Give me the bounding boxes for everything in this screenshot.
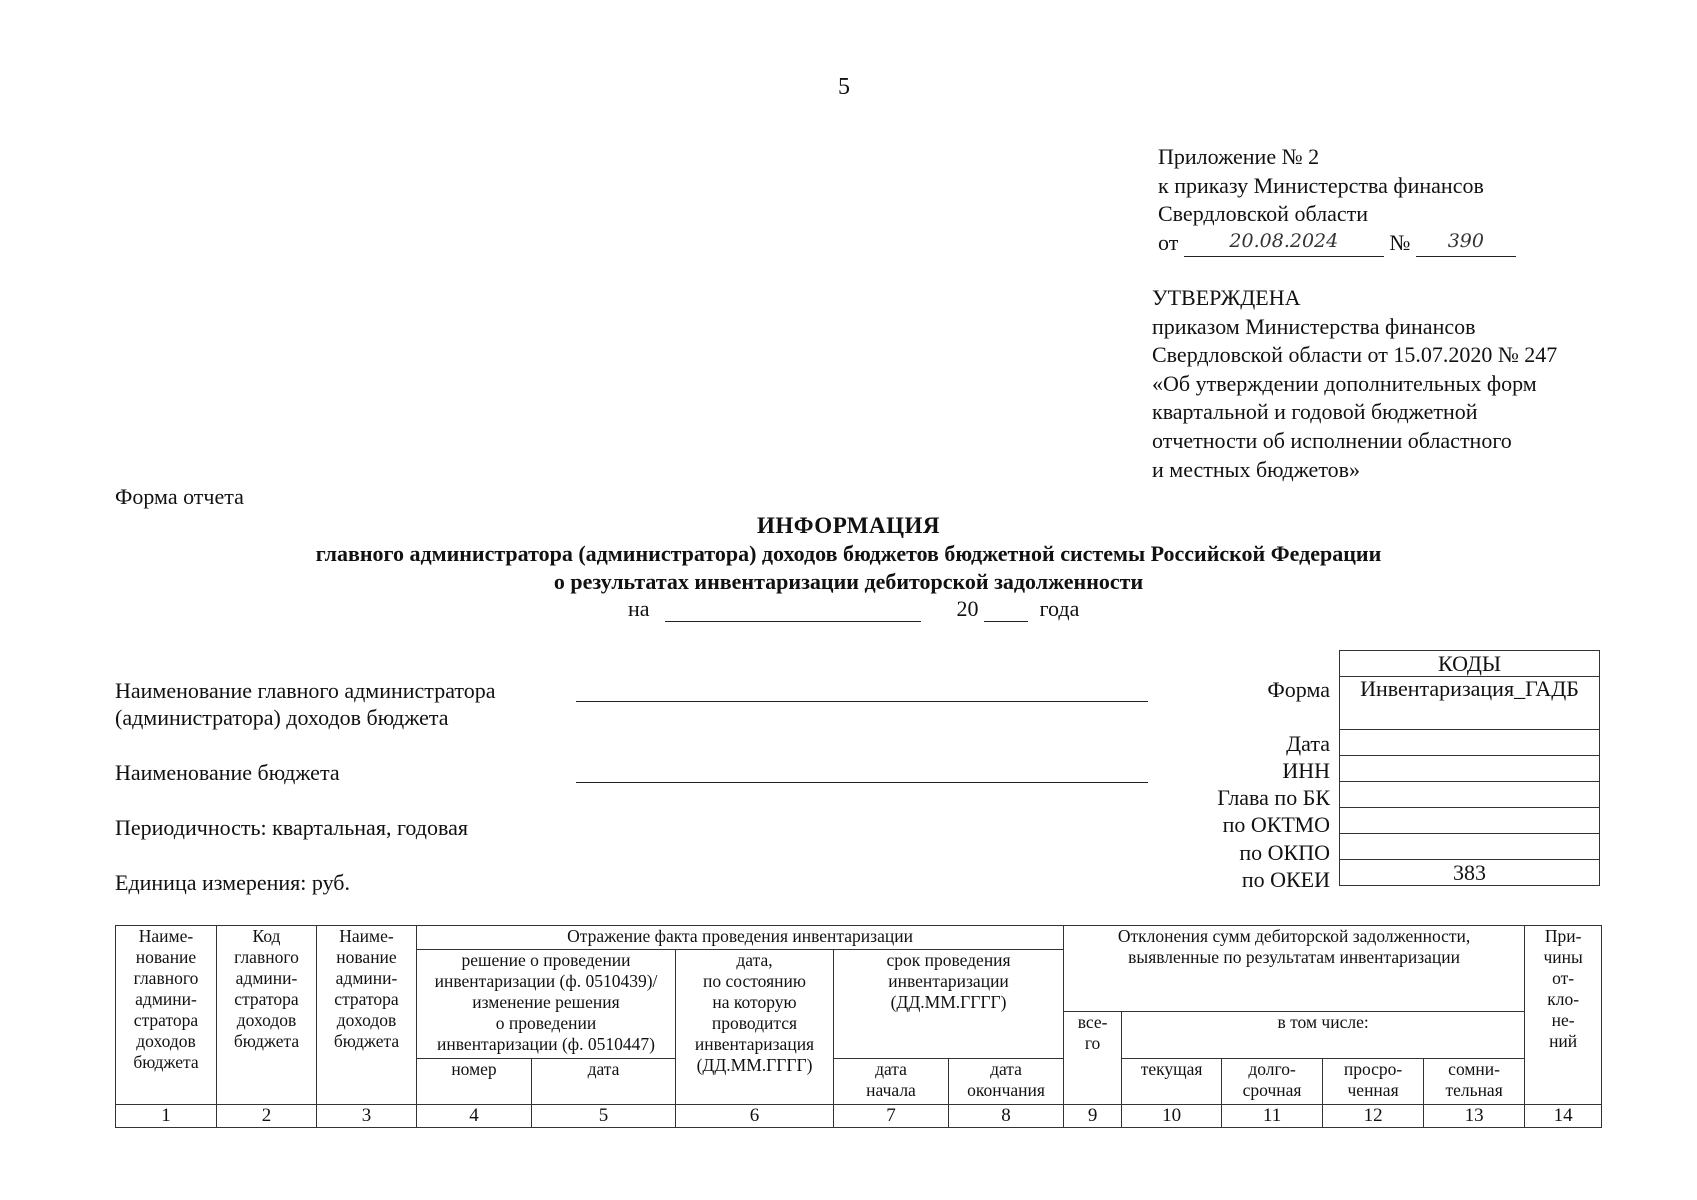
budget-name-field-line (576, 781, 1148, 783)
header-overdue: просро- ченная (1323, 1059, 1424, 1105)
code-value-okei: 383 (1340, 860, 1600, 886)
number-underline (1416, 229, 1516, 257)
header-decision-date: дата (532, 1059, 676, 1105)
page-number: 5 (838, 74, 850, 100)
code-label-oktmo: по ОКТМО (1222, 812, 1330, 837)
code-label-glava: Глава по БК (1217, 785, 1330, 810)
header-including: в том числе: (1122, 1012, 1525, 1059)
admin-name-label-1: Наименование главного администратора (115, 678, 496, 703)
year-suffix: года (1039, 596, 1080, 621)
code-label-forma: Форма (1267, 677, 1330, 702)
column-number: 3 (317, 1105, 417, 1128)
code-value-okpo (1340, 834, 1600, 860)
document-title: ИНФОРМАЦИЯ (756, 513, 941, 538)
periodicity-label: Периодичность: квартальная, годовая (115, 815, 468, 840)
approved-line: и местных бюджетов» (1152, 456, 1361, 482)
code-label-okpo: по ОКПО (1239, 840, 1330, 865)
header-sub-admin-name: Наиме- нование админи- стратора доходов бюджета (317, 926, 417, 1105)
year-blank (984, 599, 1028, 622)
report-date-line (628, 596, 1079, 622)
header-reasons: При- чины от- кло- не- ний (1525, 926, 1602, 1105)
inventory-table (115, 925, 1602, 1128)
approved-block (1152, 284, 1557, 484)
approved-line: отчетности об исполнении областного (1152, 427, 1512, 453)
header-total: все- го (1064, 1012, 1122, 1105)
column-number: 2 (217, 1105, 317, 1128)
column-number: 10 (1122, 1105, 1222, 1128)
header-current: текущая (1122, 1059, 1222, 1105)
header-admin-name: Наиме- нование главного админи- стратора доходов бюджета (116, 926, 217, 1105)
column-number: 8 (949, 1105, 1064, 1128)
code-value-inn (1340, 756, 1600, 782)
code-label-inn: ИНН (1282, 758, 1330, 783)
header-as-of-date: дата, по состоянию на которую проводится инвентаризация (ДД.ММ.ГГГГ) (676, 950, 834, 1105)
codes-header: КОДЫ (1340, 651, 1600, 677)
number-label: № (1389, 229, 1411, 255)
on-label: на (628, 596, 650, 621)
handwritten-date: 20.08.2024 (1229, 229, 1339, 252)
handwritten-number: 390 (1447, 229, 1484, 252)
code-value-date (1340, 730, 1600, 756)
column-number: 12 (1323, 1105, 1424, 1128)
date-blank (665, 599, 921, 622)
approved-line: «Об утверждении дополнительных форм (1152, 370, 1537, 396)
column-number: 1 (116, 1105, 217, 1128)
code-value-glava (1340, 782, 1600, 808)
header-long-term: долго- срочная (1222, 1059, 1323, 1105)
form-report-label: Форма отчета (115, 484, 244, 509)
date-underline (1184, 229, 1384, 257)
code-label-okei: по ОКЕИ (1241, 867, 1330, 892)
column-number: 4 (417, 1105, 532, 1128)
appendix-line-1: Приложение № 2 (1158, 144, 1320, 169)
header-admin-code: Код главного админи- стратора доходов бюджета (217, 926, 317, 1105)
header-decision-number: номер (417, 1059, 532, 1105)
year-prefix: 20 (956, 596, 979, 621)
appendix-line-3: Свердловской области (1158, 201, 1368, 226)
appendix-line-2: к приказу Министерства финансов (1158, 172, 1484, 198)
codes-table (1339, 650, 1600, 886)
code-value-oktmo (1340, 808, 1600, 834)
header-reflection-group: Отражение факта проведения инвентаризации (417, 926, 1064, 950)
header-period-start: дата начала (834, 1059, 949, 1105)
column-number: 5 (532, 1105, 676, 1128)
header-decision-group: решение о проведении инвентаризации (ф. 0510439)/ изменение решения о проведении инвентаризации (ф. 0510447) (417, 950, 676, 1059)
code-value-forma: Инвентаризация_ГАДБ (1340, 677, 1600, 730)
budget-name-label: Наименование бюджета (115, 760, 340, 785)
appendix-date-line (1158, 229, 1516, 258)
column-number: 6 (676, 1105, 834, 1128)
header-period-group: срок проведения инвентаризации (ДД.ММ.ГГГГ) (834, 950, 1064, 1059)
column-number: 14 (1525, 1105, 1602, 1128)
header-doubtful: сомни- тельная (1424, 1059, 1525, 1105)
appendix-block (1158, 143, 1516, 257)
column-number: 11 (1222, 1105, 1323, 1128)
title-line-3: о результатах инвентаризации дебиторской задолженности (553, 569, 1144, 594)
from-label: от (1158, 229, 1179, 255)
approved-heading: УТВЕРЖДЕНА (1152, 285, 1301, 310)
header-period-end: дата окончания (949, 1059, 1064, 1105)
admin-name-field-line (576, 700, 1148, 702)
approved-line: Свердловской области от 15.07.2020 № 247 (1152, 342, 1558, 368)
approved-line: приказом Министерства финансов (1152, 313, 1476, 339)
code-label-date: Дата (1286, 731, 1330, 756)
column-number: 13 (1424, 1105, 1525, 1128)
column-number: 7 (834, 1105, 949, 1128)
header-deviations-group: Отклонения сумм дебиторской задолженности, выявленные по результатам инвентаризации (1064, 926, 1525, 1012)
approved-line: квартальной и годовой бюджетной (1152, 399, 1478, 425)
column-number: 9 (1064, 1105, 1122, 1128)
unit-label: Единица измерения: руб. (115, 870, 350, 895)
title-line-2: главного администратора (администратора) доходов бюджетов бюджетной системы Российской Федерации (315, 541, 1382, 566)
admin-name-label-2: (администратора) доходов бюджета (115, 705, 449, 730)
